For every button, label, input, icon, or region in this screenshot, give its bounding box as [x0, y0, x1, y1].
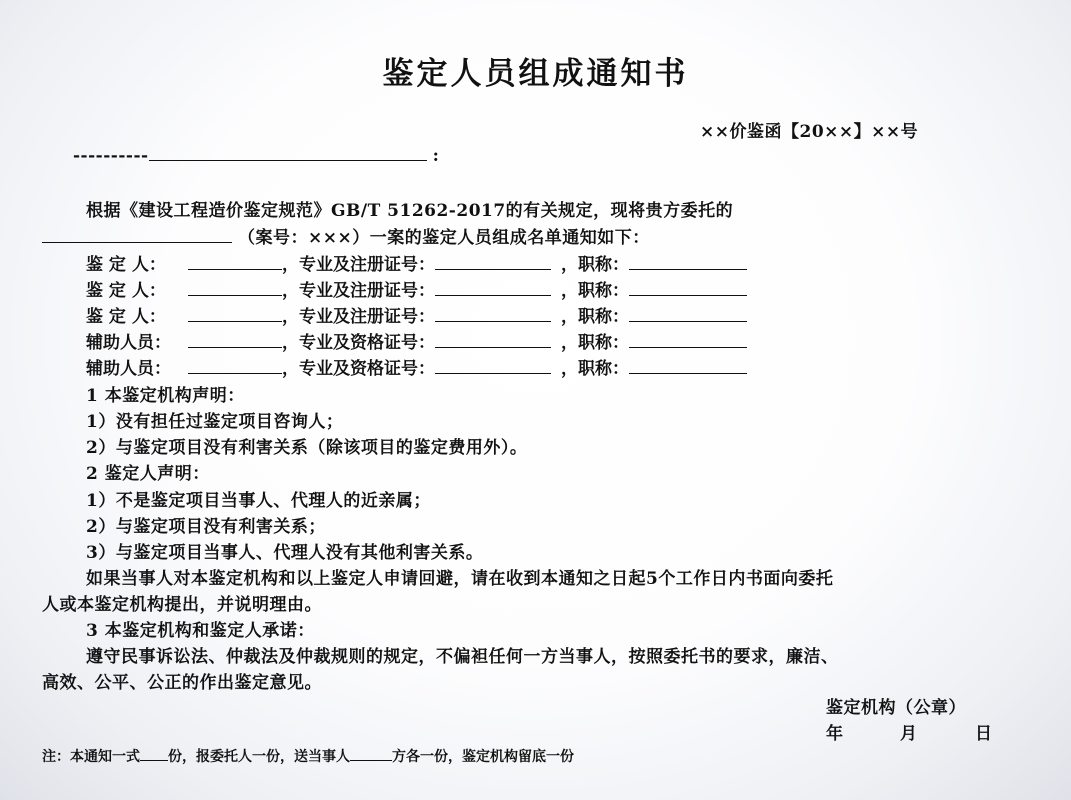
- title-label: ，职称：: [561, 333, 629, 353]
- cert-label: ，专业及资格证号：: [282, 333, 435, 353]
- name-blank[interactable]: [188, 255, 282, 270]
- title-blank[interactable]: [629, 281, 747, 296]
- reference-number: ××价鉴函【20××】××号: [700, 122, 919, 142]
- footnote: [42, 746, 574, 766]
- title-blank[interactable]: [629, 333, 747, 348]
- name-blank[interactable]: [188, 359, 282, 374]
- document-title: 鉴定人员组成通知书: [382, 56, 689, 92]
- section-2-item-3: 3）与鉴定项目当事人、代理人没有其他利害关系。: [86, 543, 484, 563]
- recusal-line-2: 人或本鉴定机构提出，并说明理由。: [42, 595, 322, 615]
- title-label: ，职称：: [561, 307, 629, 327]
- cert-label: ，专业及注册证号：: [282, 307, 435, 327]
- title-blank[interactable]: [629, 255, 747, 270]
- date-month: 月: [900, 724, 918, 744]
- roster-row: [86, 250, 747, 275]
- footnote-part-2: 份，报委托人一份，送当事人: [168, 749, 350, 765]
- section-2-heading: 2 鉴定人声明：: [86, 464, 210, 484]
- recusal-line-1: 如果当事人对本鉴定机构和以上鉴定人申请回避，请在收到本通知之日起5个工作日内书面向委托: [86, 569, 834, 589]
- cert-blank[interactable]: [435, 307, 551, 322]
- roster-row: [86, 302, 747, 327]
- section-3-heading: 3 本鉴定机构和鉴定人承诺：: [86, 621, 315, 641]
- parties-blank[interactable]: [350, 748, 392, 761]
- date-day: 日: [975, 724, 993, 744]
- roster-row: [86, 328, 747, 353]
- cert-label: ，专业及注册证号：: [282, 255, 435, 275]
- roster-role: 鉴 定 人：: [86, 307, 166, 327]
- roster-role: 鉴 定 人：: [86, 281, 166, 301]
- promise-line-1: 遵守民事诉讼法、仲裁法及仲裁规则的规定，不偏袒任何一方当事人，按照委托书的要求，廉洁、: [86, 647, 839, 667]
- copies-blank[interactable]: [140, 748, 168, 761]
- footnote-part-3: 方各一份，鉴定机构留底一份: [392, 749, 574, 765]
- cert-blank[interactable]: [435, 281, 551, 296]
- roster-row: [86, 354, 747, 379]
- intro-line-2: [42, 223, 650, 248]
- case-party-blank[interactable]: [42, 228, 232, 243]
- intro-line-2-text: （案号：×××）一案的鉴定人员组成名单通知如下：: [238, 228, 650, 248]
- cert-blank[interactable]: [435, 255, 551, 270]
- cert-label: ，专业及注册证号：: [282, 281, 435, 301]
- cert-label: ，专业及资格证号：: [282, 359, 435, 379]
- addressee-dashes: ----------: [73, 146, 149, 166]
- date-year: 年: [826, 724, 844, 744]
- agency-seal-label: 鉴定机构（公章）: [826, 698, 966, 718]
- name-blank[interactable]: [188, 333, 282, 348]
- addressee-blank[interactable]: [149, 146, 427, 161]
- title-label: ，职称：: [561, 255, 629, 275]
- section-1-heading: 1 本鉴定机构声明：: [86, 386, 245, 406]
- cert-blank[interactable]: [435, 333, 551, 348]
- section-1-item-2: 2）与鉴定项目没有利害关系（除该项目的鉴定费用外）。: [86, 438, 528, 458]
- addressee-colon: :: [432, 146, 440, 166]
- addressee-line: [73, 146, 439, 166]
- name-blank[interactable]: [188, 307, 282, 322]
- section-1-item-1: 1）没有担任过鉴定项目咨询人；: [86, 412, 344, 432]
- title-label: ，职称：: [561, 359, 629, 379]
- section-2-item-1: 1）不是鉴定项目当事人、代理人的近亲属；: [86, 491, 431, 511]
- name-blank[interactable]: [188, 281, 282, 296]
- title-blank[interactable]: [629, 359, 747, 374]
- title-blank[interactable]: [629, 307, 747, 322]
- title-label: ，职称：: [561, 281, 629, 301]
- roster-role: 辅助人员：: [86, 333, 171, 353]
- footnote-part-1: 注：本通知一式: [42, 749, 140, 765]
- roster-row: [86, 276, 747, 301]
- promise-line-2: 高效、公平、公正的作出鉴定意见。: [42, 673, 322, 693]
- roster-role: 鉴 定 人：: [86, 255, 166, 275]
- section-2-item-2: 2）与鉴定项目没有利害关系；: [86, 517, 326, 537]
- cert-blank[interactable]: [435, 359, 551, 374]
- intro-line-1: 根据《建设工程造价鉴定规范》GB/T 51262-2017的有关规定，现将贵方委托的: [86, 201, 734, 221]
- roster-role: 辅助人员：: [86, 359, 171, 379]
